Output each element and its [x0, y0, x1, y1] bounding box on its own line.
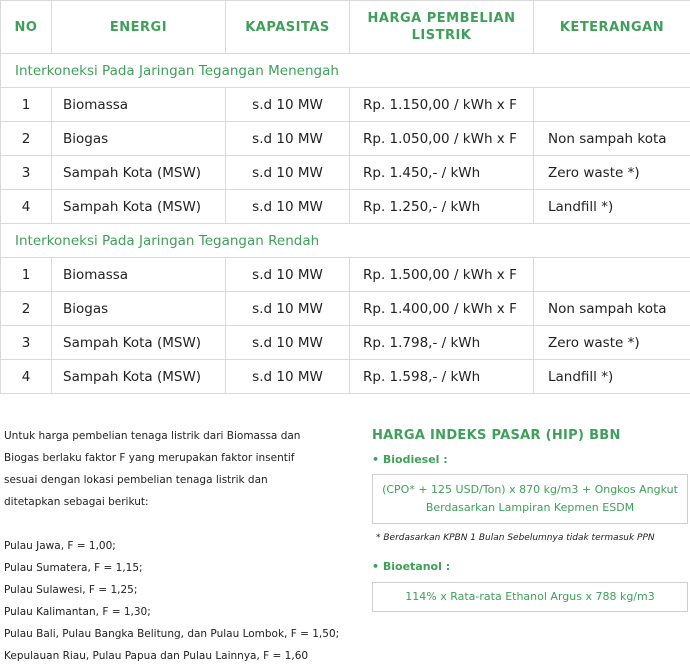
cell-harga: Rp. 1.798,- / kWh	[350, 326, 534, 360]
cell-no: 1	[1, 88, 52, 122]
cell-energi: Sampah Kota (MSW)	[52, 156, 226, 190]
notes-intro-line: Biogas berlaku faktor F yang merupakan faktor insentif	[4, 447, 354, 469]
header-no: NO	[1, 1, 52, 54]
table-header-row	[1, 1, 690, 54]
cell-no: 3	[1, 156, 52, 190]
cell-kapasitas: s.d 10 MW	[226, 88, 350, 122]
cell-kapasitas: s.d 10 MW	[226, 122, 350, 156]
notes-intro-line: sesuai dengan lokasi pembelian tenaga listrik dan	[4, 469, 354, 491]
cell-no: 3	[1, 326, 52, 360]
cell-energi: Sampah Kota (MSW)	[52, 190, 226, 224]
factor-item: Kepulauan Riau, Pulau Papua dan Pulau Lainnya, F = 1,60	[4, 645, 354, 667]
bioetanol-formula: 114% x Rata-rata Ethanol Argus x 788 kg/m3	[377, 588, 683, 606]
biodiesel-label: • Biodiesel :	[372, 450, 688, 470]
biodiesel-formula-line1: (CPO* + 125 USD/Ton) x 870 kg/m3 + Ongkos Angkut	[377, 481, 683, 499]
cell-harga: Rp. 1.250,- / kWh	[350, 190, 534, 224]
cell-no: 2	[1, 122, 52, 156]
cell-energi: Biomassa	[52, 88, 226, 122]
notes-spacer	[4, 513, 354, 535]
cell-harga: Rp. 1.050,00 / kWh x F	[350, 122, 534, 156]
table-row	[1, 292, 690, 326]
cell-keterangan	[534, 258, 690, 292]
table-row	[1, 190, 690, 224]
biodiesel-footnote: * Berdasarkan KPBN 1 Bulan Sebelumnya tidak termasuk PPN	[372, 529, 688, 547]
table-row	[1, 258, 690, 292]
section-row-menengah	[1, 54, 690, 88]
factor-item: Pulau Jawa, F = 1,00;	[4, 535, 354, 557]
hip-bbn-panel	[372, 428, 688, 612]
table-row	[1, 122, 690, 156]
header-energi: ENERGI	[52, 1, 226, 54]
factor-item: Pulau Bali, Pulau Bangka Belitung, dan Pulau Lombok, F = 1,50;	[4, 623, 354, 645]
bioetanol-formula-box	[372, 582, 688, 612]
cell-keterangan: Zero waste *)	[534, 156, 690, 190]
cell-harga: Rp. 1.400,00 / kWh x F	[350, 292, 534, 326]
cell-kapasitas: s.d 10 MW	[226, 258, 350, 292]
cell-harga: Rp. 1.500,00 / kWh x F	[350, 258, 534, 292]
cell-energi: Sampah Kota (MSW)	[52, 360, 226, 394]
factor-item: Pulau Sumatera, F = 1,15;	[4, 557, 354, 579]
cell-kapasitas: s.d 10 MW	[226, 326, 350, 360]
cell-keterangan: Non sampah kota	[534, 122, 690, 156]
cell-harga: Rp. 1.450,- / kWh	[350, 156, 534, 190]
cell-keterangan: Landfill *)	[534, 360, 690, 394]
cell-kapasitas: s.d 10 MW	[226, 360, 350, 394]
cell-kapasitas: s.d 10 MW	[226, 156, 350, 190]
bioetanol-label: • Bioetanol :	[372, 557, 688, 577]
cell-kapasitas: s.d 10 MW	[226, 292, 350, 326]
header-kapasitas: KAPASITAS	[226, 1, 350, 54]
table-row	[1, 326, 690, 360]
notes-intro-line: Untuk harga pembelian tenaga listrik dari Biomassa dan	[4, 425, 354, 447]
factor-item: Pulau Kalimantan, F = 1,30;	[4, 601, 354, 623]
cell-keterangan: Zero waste *)	[534, 326, 690, 360]
header-harga	[350, 1, 534, 54]
cell-keterangan: Landfill *)	[534, 190, 690, 224]
cell-no: 4	[1, 360, 52, 394]
cell-harga: Rp. 1.598,- / kWh	[350, 360, 534, 394]
factor-notes	[4, 425, 354, 667]
cell-no: 1	[1, 258, 52, 292]
cell-no: 4	[1, 190, 52, 224]
cell-no: 2	[1, 292, 52, 326]
biodiesel-formula-box	[372, 474, 688, 524]
section-row-rendah	[1, 224, 690, 258]
header-harga-line2: LISTRIK	[350, 27, 533, 44]
notes-intro-line: ditetapkan sebagai berikut:	[4, 491, 354, 513]
table-row	[1, 156, 690, 190]
cell-harga: Rp. 1.150,00 / kWh x F	[350, 88, 534, 122]
cell-kapasitas: s.d 10 MW	[226, 190, 350, 224]
hip-title: HARGA INDEKS PASAR (HIP) BBN	[372, 428, 688, 450]
cell-keterangan	[534, 88, 690, 122]
table-row	[1, 360, 690, 394]
header-keterangan: KETERANGAN	[534, 1, 690, 54]
cell-energi: Biogas	[52, 122, 226, 156]
cell-energi: Sampah Kota (MSW)	[52, 326, 226, 360]
cell-energi: Biogas	[52, 292, 226, 326]
biodiesel-formula-line2: Berdasarkan Lampiran Kepmen ESDM	[377, 499, 683, 517]
factor-item: Pulau Sulawesi, F = 1,25;	[4, 579, 354, 601]
cell-keterangan: Non sampah kota	[534, 292, 690, 326]
table-row	[1, 88, 690, 122]
section-title: Interkoneksi Pada Jaringan Tegangan Rendah	[1, 224, 690, 258]
header-harga-line1: HARGA PEMBELIAN	[350, 10, 533, 27]
cell-energi: Biomassa	[52, 258, 226, 292]
section-title: Interkoneksi Pada Jaringan Tegangan Menengah	[1, 54, 690, 88]
